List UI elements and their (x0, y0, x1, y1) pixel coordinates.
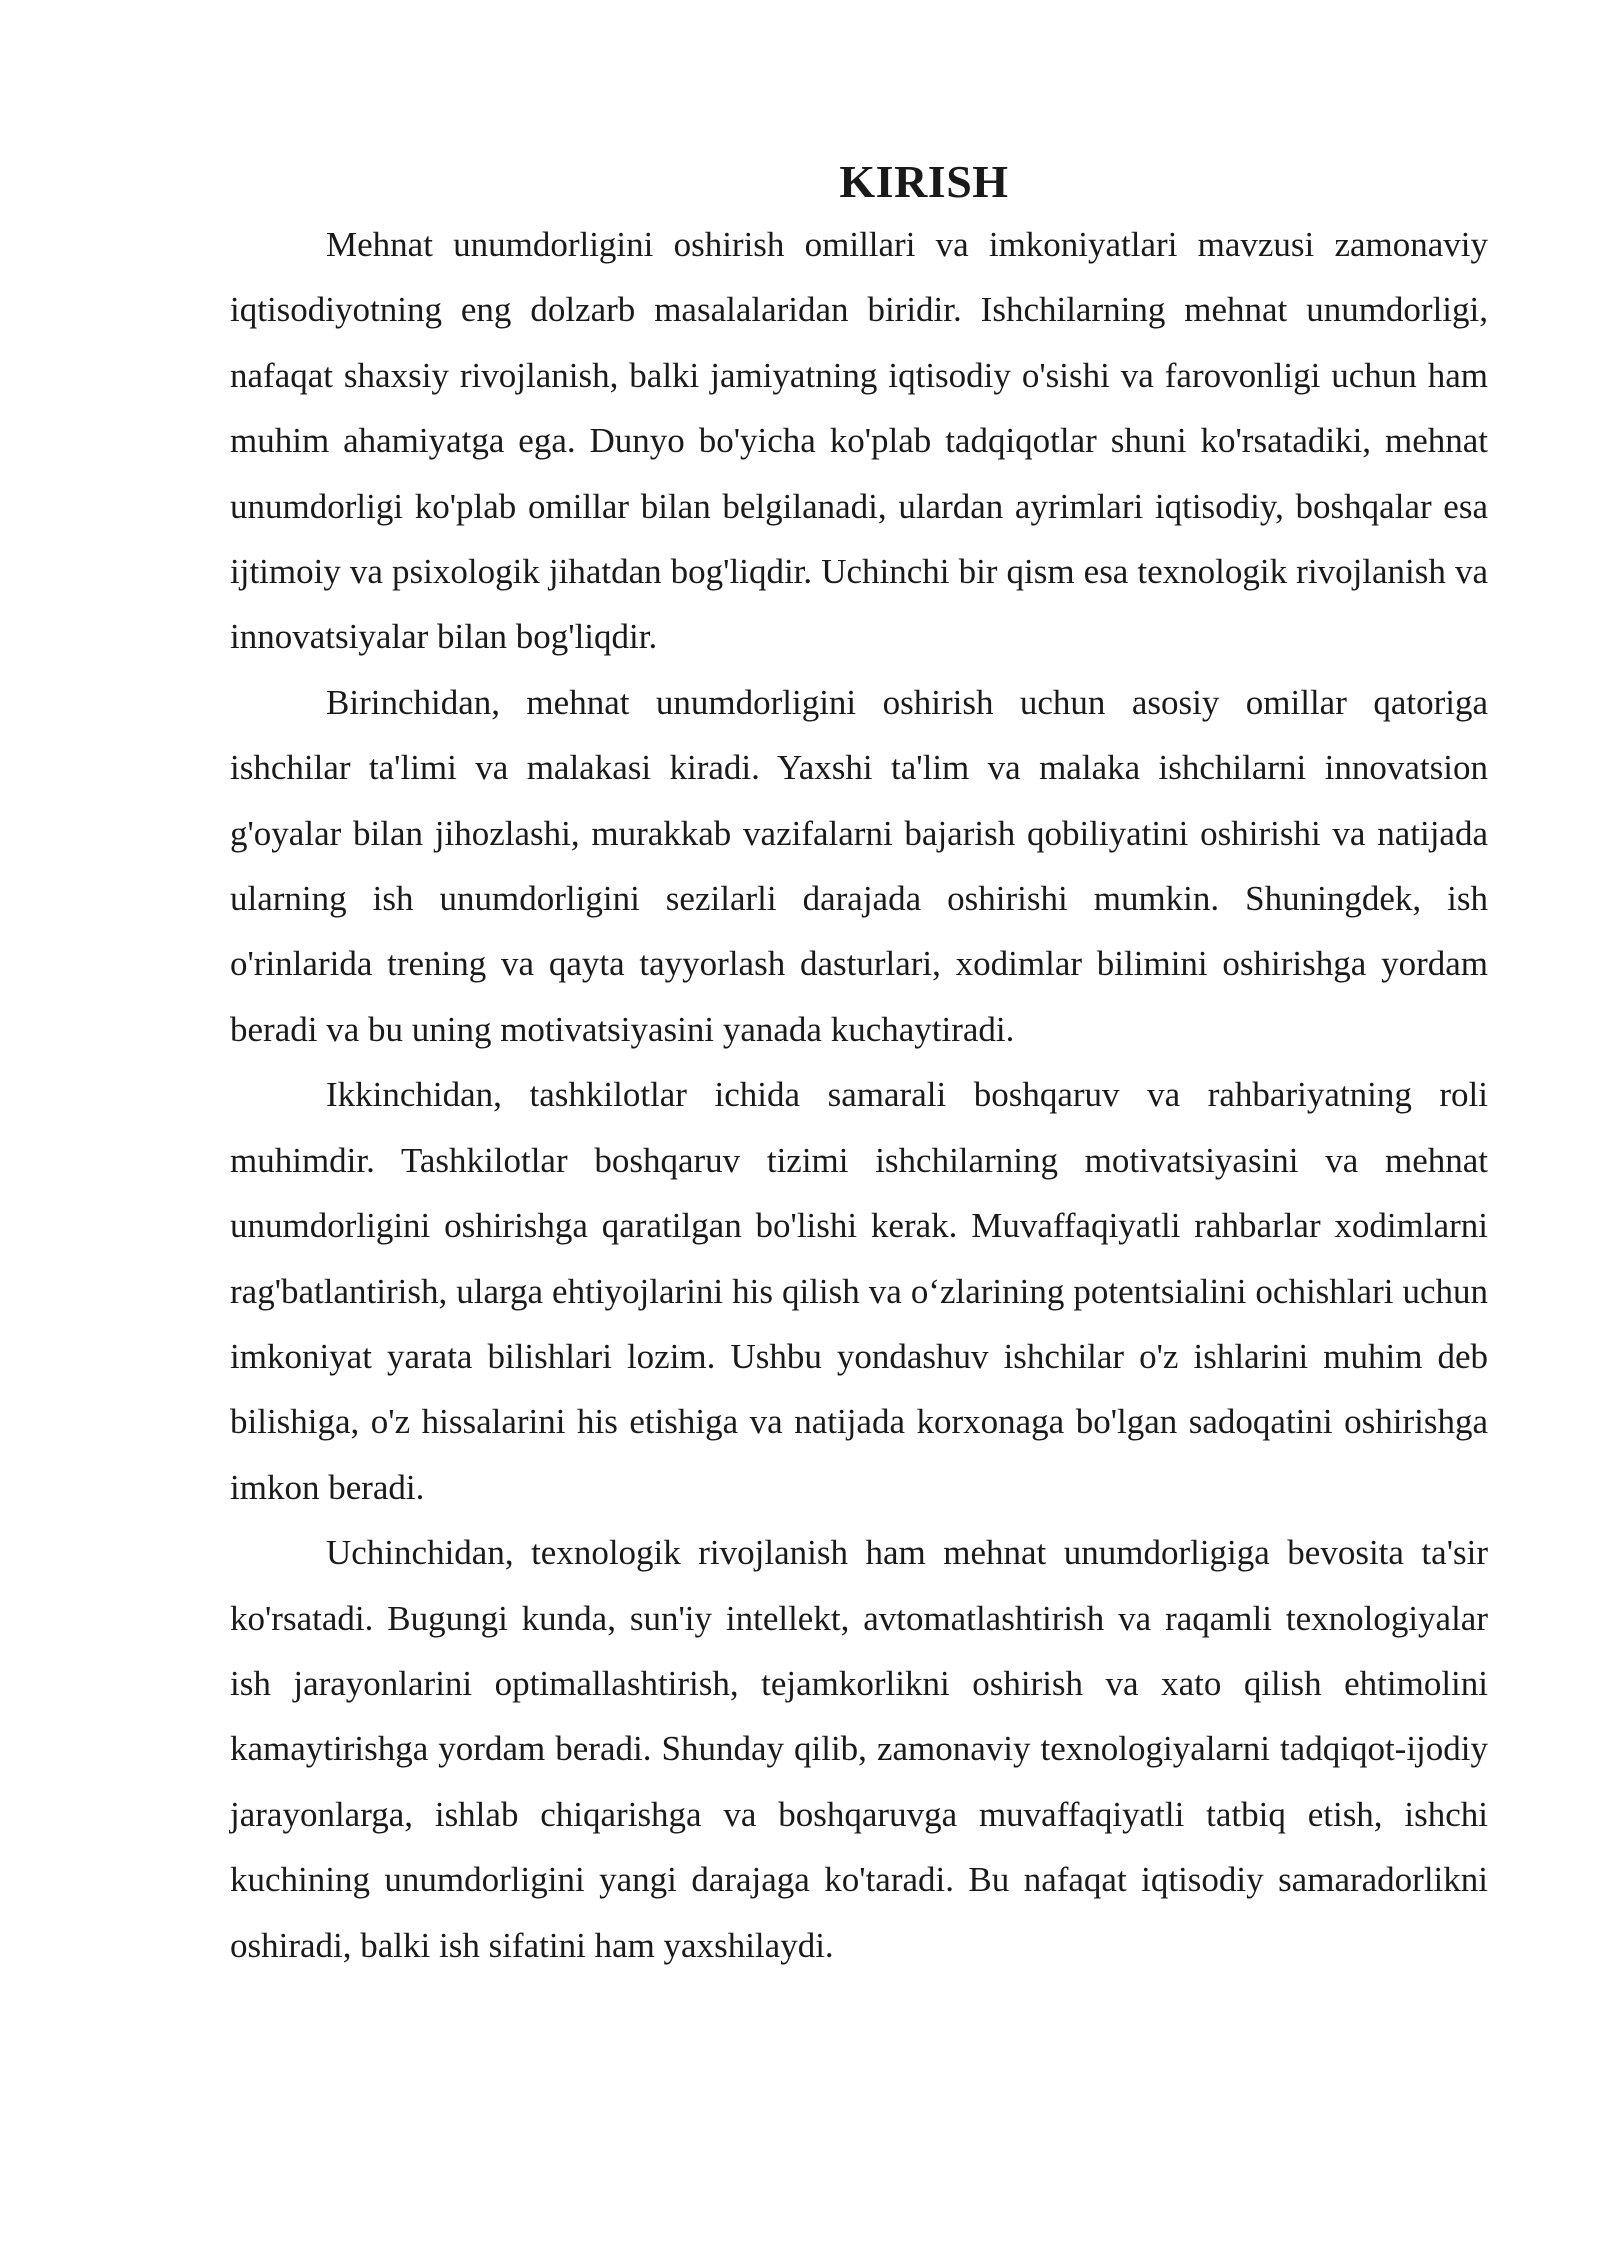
paragraph-2: Birinchidan, mehnat unumdorligini oshirish uchun asosiy omillar qatoriga ishchilar ta'limi va malakasi kiradi. Yaxshi ta'lim va malaka ishchilarni innovatsion g'oyalar bilan jihozlashi, murakkab vazifalarni bajarish qobiliyatini oshirishi va natijada ularning ish unumdorligini sezilarli darajada oshirishi mumkin. Shuningdek, ish o'rinlarida trening va qayta tayyorlash dasturlari, xodimlar bilimini oshirishga yordam beradi va bu uning motivatsiyasini yanada kuchaytiradi. (230, 682, 1488, 1049)
paragraph-3: Ikkinchidan, tashkilotlar ichida samarali boshqaruv va rahbariyatning roli muhimdir. Tashkilotlar boshqaruv tizimi ishchilarning motivatsiyasini va mehnat unumdorligini oshirishga qaratilgan bo'lishi kerak. Muvaffaqiyatli rahbarlar xodimlarni rag'batlantirish, ularga ehtiyojlarini his qilish va o‘zlarining potentsialini ochishlari uchun imkoniyat yarata bilishlari lozim. Ushbu yondashuv ishchilar o'z ishlarini muhim deb bilishiga, o'z hissalarini his etishiga va natijada korxonaga bo'lgan sadoqatini oshirishga imkon beradi. (230, 1075, 1488, 1507)
paragraph-4: Uchinchidan, texnologik rivojlanish ham mehnat unumdorligiga bevosita ta'sir ko'rsatadi. Bugungi kunda, sun'iy intellekt, avtomatlashtirish va raqamli texnologiyalar ish jarayonlarini optimallashtirish, tejamkorlikni oshirish va xato qilish ehtimolini kamaytirishga yordam beradi. Shunday qilib, zamonaviy texnologiyalarni tadqiqot-ijodiy jarayonlarga, ishlab chiqarishga va boshqaruvga muvaffaqiyatli tatbiq etish, ishchi kuchining unumdorligini yangi darajaga ko'taradi. Bu nafaqat iqtisodiy samaradorlikni oshiradi, balki ish sifatini ham yaxshilaydi. (230, 1533, 1488, 1965)
document-body (230, 152, 1488, 1978)
paragraph-1: Mehnat unumdorligini oshirish omillari va imkoniyatlari mavzusi zamonaviy iqtisodiyotning eng dolzarb masalalaridan biridir. Ishchilarning mehnat unumdorligi, nafaqat shaxsiy rivojlanish, balki jamiyatning iqtisodiy o'sishi va farovonligi uchun ham muhim ahamiyatga ega. Dunyo bo'yicha ko'plab tadqiqotlar shuni ko'rsatadiki, mehnat unumdorligi ko'plab omillar bilan belgilanadi, ulardan ayrimlari iqtisodiy, boshqalar esa ijtimoiy va psixologik jihatdan bog'liqdir. Uchinchi bir qism esa texnologik rivojlanish va innovatsiyalar bilan bog'liqdir. (230, 225, 1488, 657)
page-title: KIRISH (839, 156, 1009, 207)
